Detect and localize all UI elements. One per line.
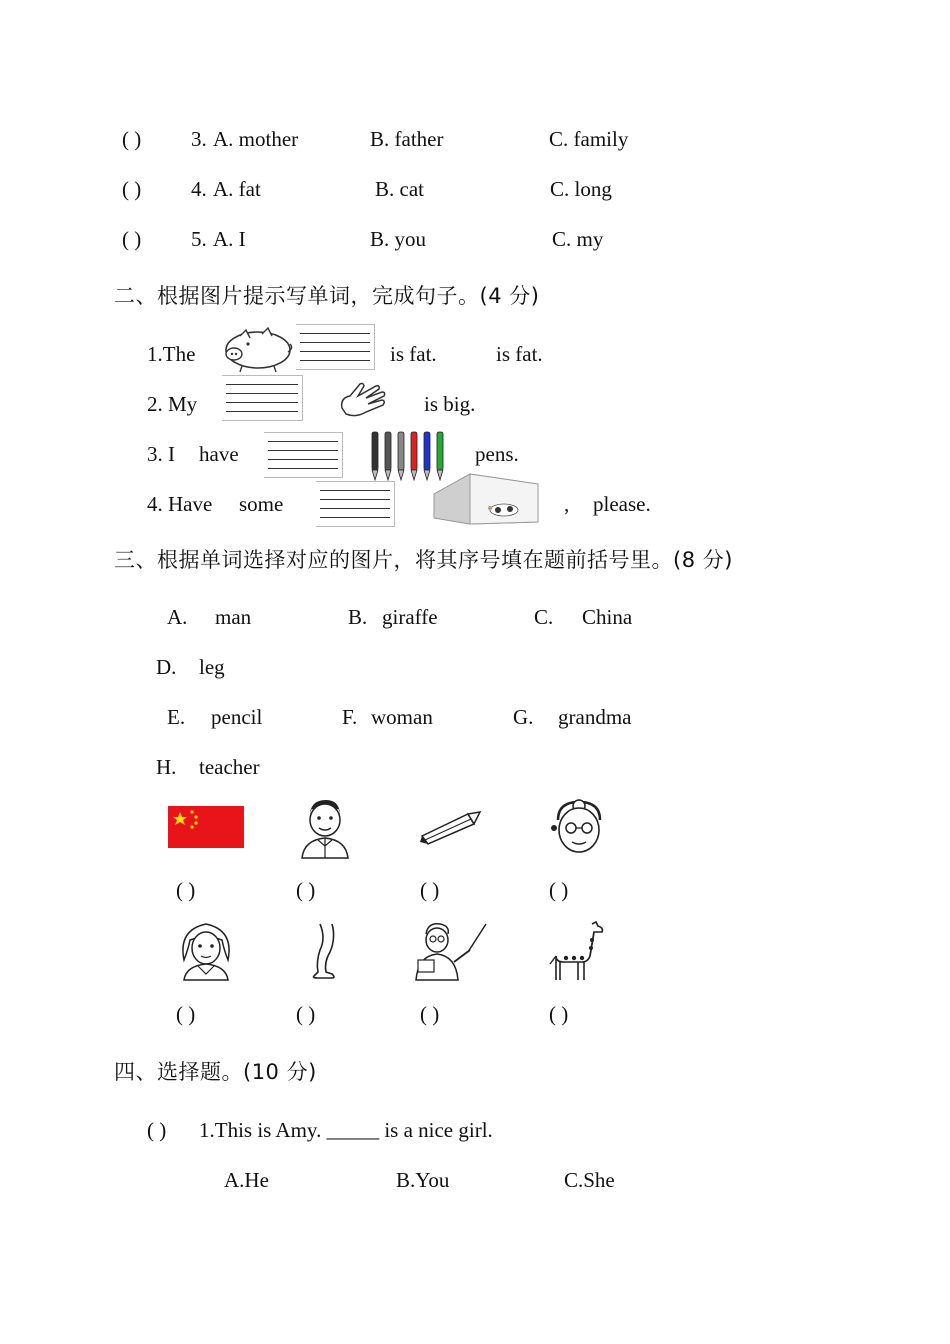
option-word: man bbox=[215, 605, 252, 629]
sentence-end: pens. bbox=[475, 442, 519, 466]
option-letter: B. bbox=[348, 605, 368, 629]
option-c: C. family bbox=[549, 127, 629, 151]
option-word: pencil bbox=[211, 705, 263, 729]
teacher-icon bbox=[410, 920, 490, 982]
option-a: A.He bbox=[224, 1168, 269, 1192]
option-letter: H. bbox=[156, 755, 177, 779]
option-b: B. cat bbox=[375, 177, 424, 201]
answer-blank[interactable] bbox=[296, 324, 375, 370]
answer-paren[interactable]: ( ) bbox=[122, 227, 142, 251]
answer-paren[interactable]: ( ) bbox=[549, 878, 569, 902]
option-word: grandma bbox=[558, 705, 632, 729]
question-text: 1.This is Amy. _____ is a nice girl. bbox=[199, 1118, 493, 1142]
answer-paren[interactable]: ( ) bbox=[176, 1002, 196, 1026]
option-letter: A. bbox=[167, 605, 188, 629]
answer-blank[interactable] bbox=[316, 481, 395, 527]
option-word: teacher bbox=[199, 755, 260, 779]
answer-paren[interactable]: ( ) bbox=[549, 1002, 569, 1026]
option-letter: G. bbox=[513, 705, 534, 729]
question-number: 5. bbox=[191, 227, 207, 251]
question-number: 4. bbox=[191, 177, 207, 201]
option-word: leg bbox=[199, 655, 225, 679]
hand-icon bbox=[336, 378, 392, 420]
sentence-word: have bbox=[199, 442, 239, 466]
question-number: 3. I bbox=[147, 442, 175, 466]
option-c: C. my bbox=[552, 227, 604, 251]
answer-blank[interactable] bbox=[222, 375, 303, 421]
woman-icon bbox=[176, 920, 236, 982]
option-c: C. long bbox=[550, 177, 612, 201]
section-title: 四、选择题。(10 分) bbox=[114, 1060, 317, 1084]
sentence-end: please. bbox=[593, 492, 651, 516]
answer-paren[interactable]: ( ) bbox=[420, 878, 440, 902]
option-b: B. father bbox=[370, 127, 444, 151]
answer-paren[interactable]: ( ) bbox=[176, 878, 196, 902]
option-letter: D. bbox=[156, 655, 177, 679]
pig-icon bbox=[218, 326, 294, 374]
answer-blank[interactable] bbox=[264, 432, 343, 478]
option-letter: C. bbox=[534, 605, 554, 629]
answer-paren[interactable]: ( ) bbox=[296, 878, 316, 902]
option-a: A. mother bbox=[213, 127, 299, 151]
answer-paren[interactable]: ( ) bbox=[296, 1002, 316, 1026]
grandma-icon bbox=[546, 798, 612, 858]
option-a: A. fat bbox=[213, 177, 261, 201]
option-b: B.You bbox=[396, 1168, 450, 1192]
sentence-word: some bbox=[239, 492, 284, 516]
question-number: 3. bbox=[191, 127, 207, 151]
answer-paren[interactable]: ( ) bbox=[122, 127, 142, 151]
answer-paren[interactable]: ( ) bbox=[122, 177, 142, 201]
option-word: China bbox=[582, 605, 633, 629]
sentence-start: 4. Have bbox=[147, 492, 213, 516]
answer-paren[interactable]: ( ) bbox=[420, 1002, 440, 1026]
sentence-end: is big. bbox=[424, 392, 476, 416]
option-b: B. you bbox=[370, 227, 427, 251]
option-a: A. I bbox=[213, 227, 246, 251]
option-letter: E. bbox=[167, 705, 186, 729]
milk-carton-icon bbox=[430, 470, 542, 526]
china-flag-icon bbox=[168, 806, 246, 862]
sentence-start: 1.The bbox=[147, 342, 196, 366]
section-title: 三、根据单词选择对应的图片，将其序号填在题前括号里。(8 分) bbox=[114, 548, 733, 572]
option-word: woman bbox=[371, 705, 433, 729]
sentence-middle: is fat. bbox=[390, 342, 437, 366]
option-letter: F. bbox=[342, 705, 358, 729]
option-word: giraffe bbox=[382, 605, 438, 629]
pencil-icon bbox=[418, 810, 482, 846]
boy-icon bbox=[296, 798, 354, 860]
sentence-end: is fat. bbox=[496, 342, 543, 366]
section-title: 二、根据图片提示写单词，完成句子。(4 分) bbox=[114, 284, 540, 308]
sentence-start: 2. My bbox=[147, 392, 198, 416]
answer-paren[interactable]: ( ) bbox=[147, 1118, 167, 1142]
leg-icon bbox=[308, 922, 344, 980]
comma: , bbox=[564, 492, 570, 516]
giraffe-icon bbox=[548, 920, 610, 982]
option-c: C.She bbox=[564, 1168, 615, 1192]
